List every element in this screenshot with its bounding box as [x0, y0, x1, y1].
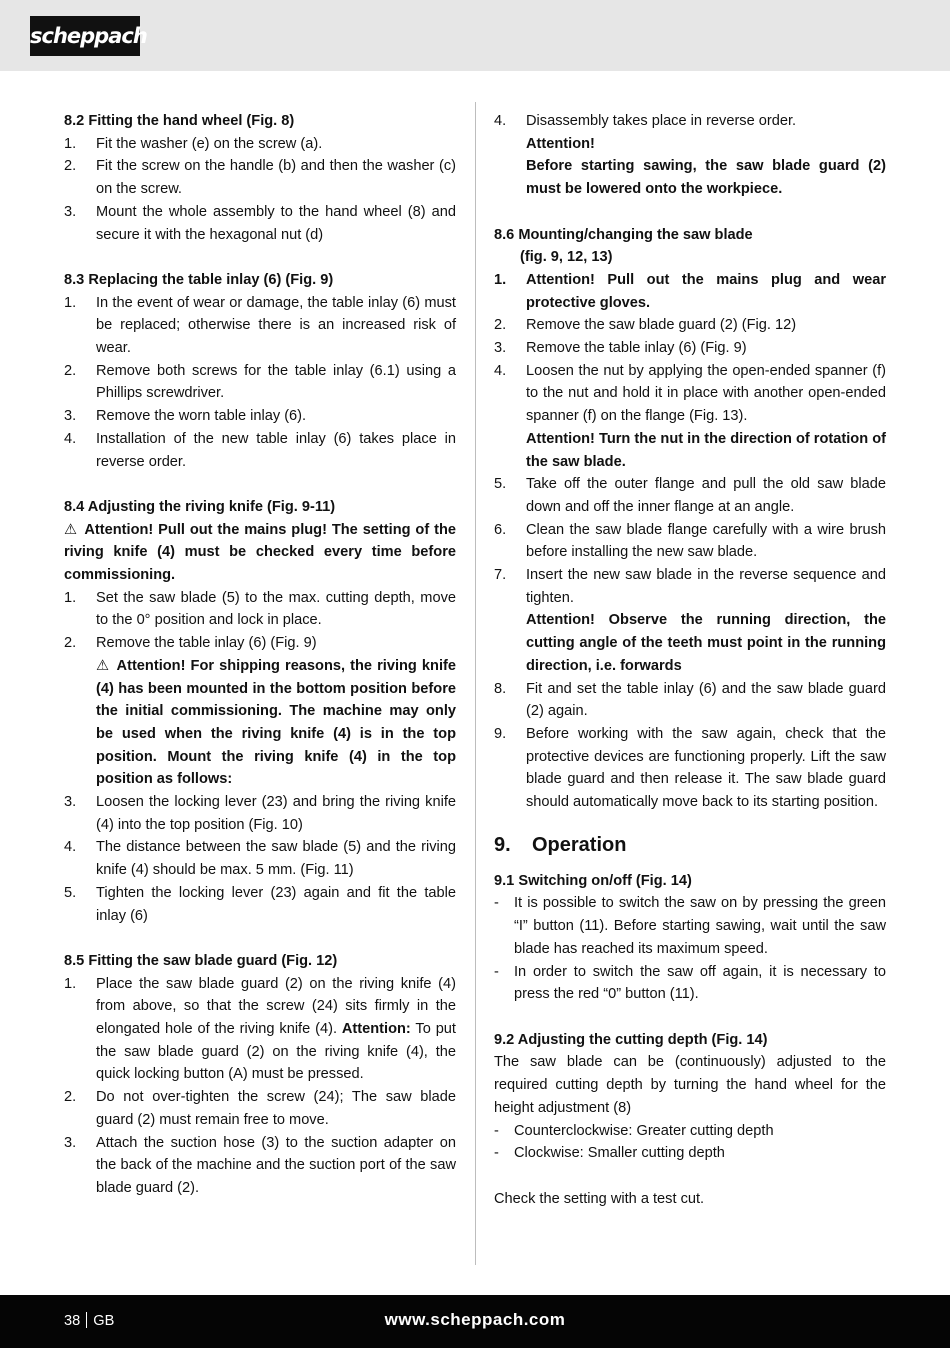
item-bullet: -	[494, 895, 499, 912]
item-number: 4.	[494, 113, 507, 129]
item-bullet: -	[494, 1145, 499, 1162]
scheppach-logo[interactable]: scheppach	[30, 16, 140, 56]
list-item	[494, 110, 886, 201]
list-item	[64, 632, 456, 791]
list-item	[494, 473, 886, 518]
item-text: Place the saw blade guard (2) on the riving knife (4) from above, so that the screw (24) sits firmly in the elongated hole of the riving knife (4).	[96, 975, 456, 1038]
section-title-operation: 9. Operation	[494, 833, 627, 856]
item-number: 4.	[64, 430, 77, 447]
list-item	[64, 587, 456, 632]
item-text: Set the saw blade (5) to the max. cutting depth, move to the 0° position and lock in place.	[96, 589, 456, 629]
item-bullet: -	[494, 1122, 499, 1139]
list-item	[494, 892, 886, 960]
item-text: Installation of the new table inlay (6) takes place in reverse order.	[96, 430, 456, 470]
list-item	[494, 678, 886, 723]
list-item	[64, 405, 456, 428]
item-text: In the event of wear or damage, the table inlay (6) must be replaced; otherwise there is an increased risk of wear.	[96, 294, 456, 357]
section-heading-9-2: 9.2 Adjusting the cutting depth (Fig. 14)	[494, 1031, 768, 1048]
item-text: Fit the screw on the handle (b) and then the washer (c) on the screw.	[96, 158, 456, 198]
item-text: Remove the table inlay (6) (Fig. 9)	[96, 635, 317, 652]
list-item	[494, 269, 886, 314]
item-number: 2.	[64, 362, 77, 379]
item-text: Clean the saw blade flange carefully with a wire brush before installing the new saw blade.	[526, 521, 886, 561]
header-bar	[0, 0, 950, 71]
item-number: 4.	[64, 839, 77, 856]
warning-text: ⚠ Attention! Pull out the mains plug! The setting of the riving knife (4) must be checked every time before commissioning.	[64, 519, 456, 587]
section-heading-8-3: 8.3 Replacing the table inlay (6) (Fig. 9)	[64, 271, 334, 288]
item-number: 2.	[64, 1089, 77, 1106]
page-number: 38 GB	[64, 1313, 115, 1329]
list-item	[64, 133, 456, 156]
item-number: 3.	[64, 794, 77, 811]
item-number: 1.	[64, 589, 77, 606]
section-heading-8-5: 8.5 Fitting the saw blade guard (Fig. 12)	[64, 952, 338, 969]
item-text: Remove both screws for the table inlay (6.1) using a Phillips screwdriver.	[96, 362, 456, 402]
item-number: 1.	[64, 135, 77, 152]
right-column	[494, 110, 886, 1210]
item-text: Remove the table inlay (6) (Fig. 9)	[526, 340, 747, 357]
list-item	[494, 564, 886, 678]
list-item	[494, 1142, 886, 1165]
section-heading-8-2: 8.2 Fitting the hand wheel (Fig. 8)	[64, 113, 295, 129]
item-bullet: -	[494, 963, 499, 980]
item-number: 4.	[494, 362, 507, 379]
item-text: Counterclockwise: Greater cutting depth	[514, 1122, 774, 1139]
left-column	[64, 110, 456, 1200]
list-item	[64, 1086, 456, 1131]
attention-label: Attention:	[341, 1021, 411, 1038]
item-number: 2.	[494, 317, 507, 334]
warning-triangle-icon: ⚠	[96, 657, 110, 674]
item-number: 9.	[494, 725, 507, 742]
item-text: Do not over-tighten the screw (24); The saw blade guard (2) must remain free to move.	[96, 1089, 456, 1128]
item-number: 1.	[64, 975, 77, 992]
column-divider	[475, 102, 476, 1265]
item-text: Take off the outer flange and pull the old saw blade down and off the inner flange at an angle.	[526, 476, 886, 515]
item-text: Fit and set the table inlay (6) and the saw blade guard (2) again.	[526, 680, 886, 720]
item-number: 2.	[64, 158, 77, 175]
item-text: Fit the washer (e) on the screw (a).	[96, 135, 323, 152]
paragraph: Check the setting with a test cut.	[494, 1190, 705, 1207]
item-number: 1.	[494, 271, 507, 288]
list-item	[494, 961, 886, 1006]
item-number: 2.	[64, 635, 77, 652]
footer-bar	[0, 1295, 950, 1348]
list-item	[64, 360, 456, 405]
item-text: Remove the worn table inlay (6).	[96, 408, 307, 425]
item-number: 3.	[64, 1134, 77, 1151]
warning-triangle-icon: ⚠	[64, 521, 78, 538]
item-number: 3.	[64, 203, 77, 220]
language-code: GB	[93, 1313, 115, 1329]
list-item	[64, 292, 456, 360]
list-item	[64, 1132, 456, 1200]
section-heading-8-6: 8.6 Mounting/changing the saw blade	[494, 226, 753, 243]
item-number: 3.	[494, 340, 507, 357]
item-text: Clockwise: Smaller cutting depth	[514, 1145, 725, 1162]
section-heading-8-6-figs: (fig. 9, 12, 13)	[520, 249, 613, 266]
list-item	[64, 428, 456, 473]
item-text: Insert the new saw blade in the reverse sequence and tighten.	[526, 567, 886, 606]
item-number: 6.	[494, 521, 507, 538]
item-number: 8.	[494, 680, 507, 697]
item-warning: Attention! Turn the nut in the direction of rotation of the saw blade.	[526, 430, 886, 470]
list-item	[64, 791, 456, 836]
list-item	[494, 723, 886, 814]
item-text: Attention! Pull out the mains plug and wear protective gloves.	[526, 271, 886, 311]
section-heading-8-4: 8.4 Adjusting the riving knife (Fig. 9-11)	[64, 498, 336, 515]
item-warning: ⚠ Attention! For shipping reasons, the riving knife (4) has been mounted in the bottom position before the initial commissioning. The machine may only be used when the riving knife (4) is in the top position. Mount the riving knife (4) in the top position as follows:	[96, 655, 456, 791]
item-text: The distance between the saw blade (5) and the riving knife (4) should be max. 5 mm. (Fig. 11)	[96, 839, 456, 879]
list-item	[494, 519, 886, 564]
list-item	[64, 155, 456, 200]
item-warning: Attention! Observe the running direction, the cutting angle of the teeth must point in the running direction, i.e. forwards	[526, 612, 886, 674]
list-item	[494, 360, 886, 474]
item-number: 1.	[64, 294, 77, 311]
list-item	[64, 973, 456, 1087]
item-text: Remove the saw blade guard (2) (Fig. 12)	[526, 317, 797, 334]
item-text: Loosen the locking lever (23) and bring the riving knife (4) into the top position (Fig. 10)	[96, 794, 456, 833]
paragraph: The saw blade can be (continuously) adjusted to the required cutting depth by turning the hand wheel for the height adjustment (8)	[494, 1054, 886, 1116]
list-item	[64, 201, 456, 246]
item-text: Attach the suction hose (3) to the suction adapter on the back of the machine and the suction port of the saw blade guard (2).	[96, 1134, 456, 1196]
item-number: 3.	[64, 408, 77, 425]
item-text: In order to switch the saw off again, it is necessary to press the red “0” button (11).	[514, 963, 886, 1003]
item-number: 5.	[494, 476, 507, 493]
item-text: Before working with the saw again, check that the protective devices are functioning properly. Lift the saw blade guard and then release it. The saw blade guard should automatically move back to its starting position.	[526, 725, 886, 811]
list-item	[494, 314, 886, 337]
item-text: Tighten the locking lever (23) again and fit the table inlay (6)	[96, 884, 456, 924]
attention-label: Attention!	[526, 135, 595, 152]
item-text: It is possible to switch the saw on by pressing the green “I” button (11). Before starting sawing, wait until the saw blade has reached its maximum speed.	[514, 895, 886, 957]
item-text: Disassembly takes place in reverse order.	[526, 113, 797, 129]
list-item	[494, 337, 886, 360]
item-text-cont: To put the saw blade guard (2) on the riving knife (4), the quick locking button (A) must be pressed.	[96, 1021, 456, 1083]
attention-text: Before starting sawing, the saw blade guard (2) must be lowered onto the workpiece.	[526, 158, 886, 198]
website-link[interactable]: www.scheppach.com	[384, 1310, 566, 1329]
list-item	[64, 882, 456, 927]
item-text: Mount the whole assembly to the hand wheel (8) and secure it with the hexagonal nut (d)	[96, 203, 456, 243]
list-item	[494, 1120, 886, 1143]
item-number: 5.	[64, 884, 77, 901]
item-text: Loosen the nut by applying the open-ended spanner (f) to the nut and hold it in place with another open-ended spanner (f) on the flange (Fig. 13).	[526, 362, 886, 425]
item-number: 7.	[494, 567, 507, 584]
section-heading-9-1: 9.1 Switching on/off (Fig. 14)	[494, 872, 692, 889]
list-item	[64, 836, 456, 881]
